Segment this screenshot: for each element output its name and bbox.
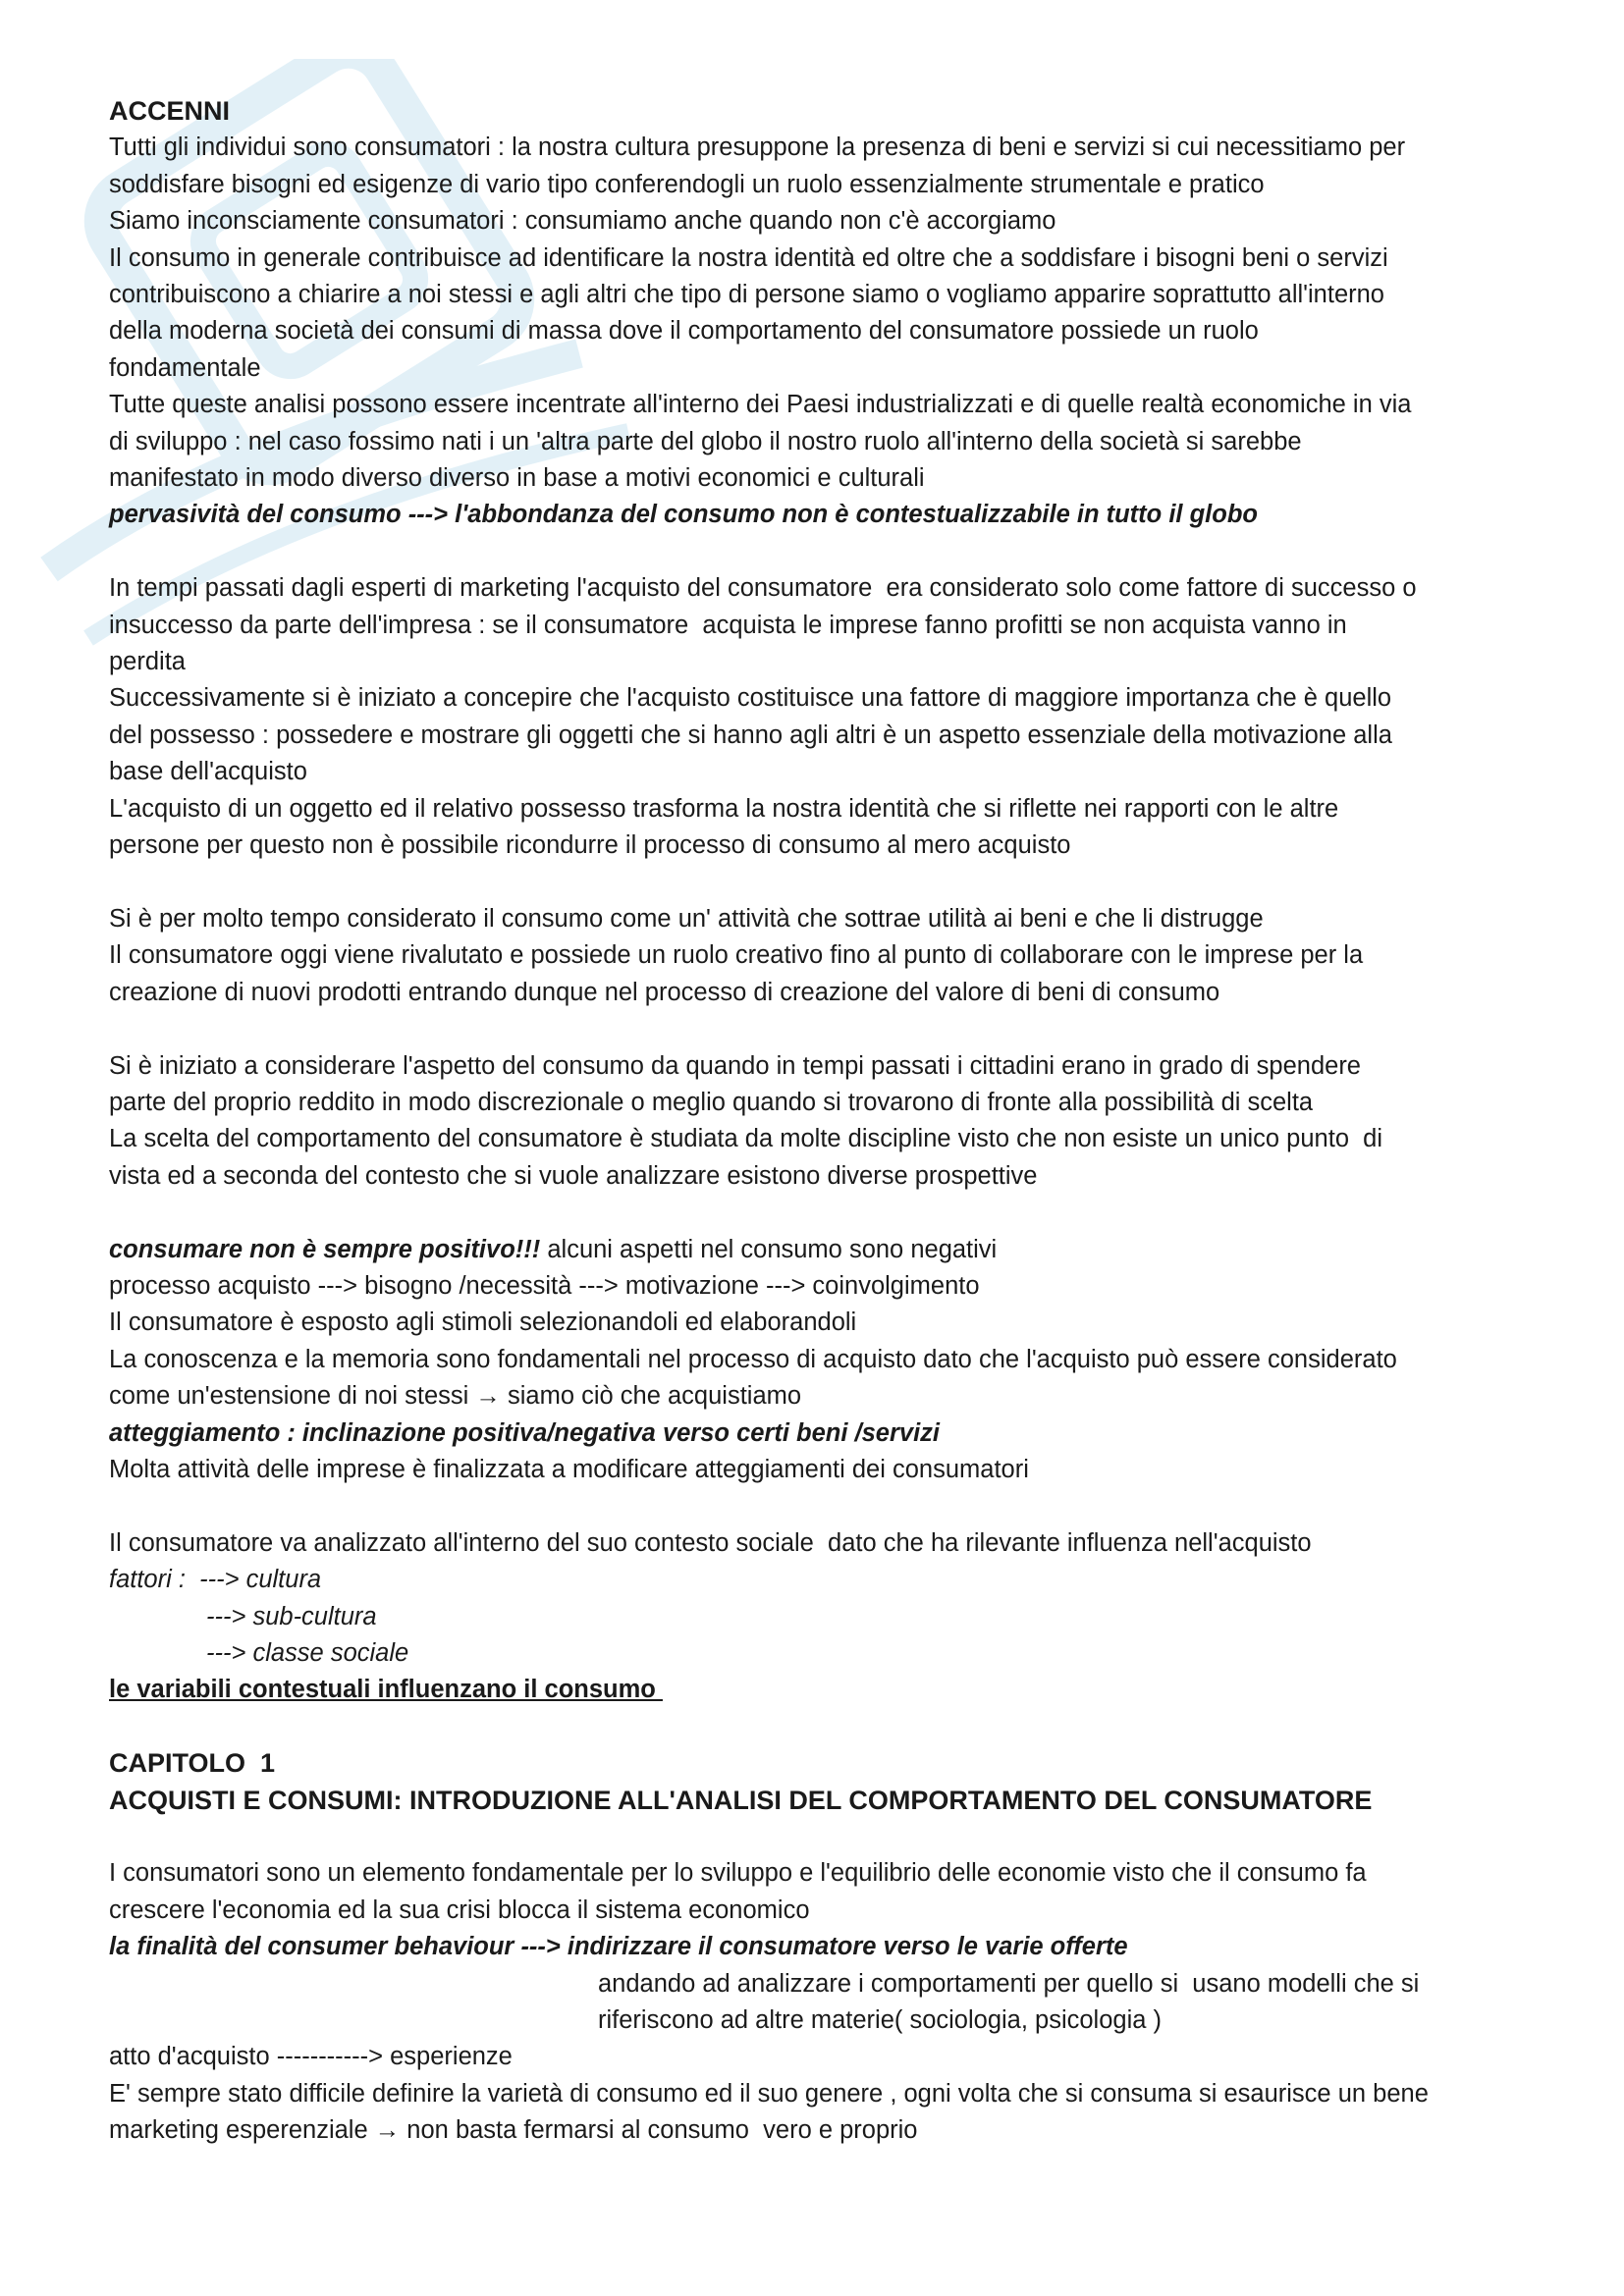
paragraph-line: come un'estensione di noi stessi → siamo ciò che acquistiamo [109, 1382, 802, 1411]
paragraph-spacer [109, 1709, 1562, 1745]
underlined-conclusion: le variabili contestuali influenzano il consumo [109, 1676, 663, 1704]
paragraph-line: In tempi passati dagli esperti di marketing l'acquisto del consumatore era considerato solo come fattore di successo o [109, 574, 1417, 603]
paragraph-line: del possesso : possedere e mostrare gli oggetti che si hanno agli altri è un aspetto essenziale della motivazione alla [109, 721, 1392, 749]
paragraph-line: L'acquisto di un oggetto ed il relativo possesso trasforma la nostra identità che si riflette nei rapporti con le altre [109, 794, 1339, 823]
paragraph-line: Il consumatore oggi viene rivalutato e possiede un ruolo creativo fino al punto di collaborare con le imprese per la [109, 941, 1364, 970]
paragraph-line: La scelta del comportamento del consumatore è studiata da molte discipline visto che non esiste un unico punto di [109, 1125, 1383, 1153]
section-heading-accenni: ACCENNI [109, 96, 231, 126]
document-page [109, 93, 1562, 2150]
paragraph-line: Tutte queste analisi possono essere incentrate all'interno dei Paesi industrializzati e di quelle realtà economiche in via [109, 391, 1412, 419]
paragraph-spacer [109, 865, 1562, 901]
paragraph-text: alcuni aspetti nel consumo sono negativi [540, 1235, 998, 1263]
paragraph-line: base dell'acquisto [109, 758, 307, 786]
paragraph-line: atto d'acquisto -----------> esperienze [109, 2043, 513, 2071]
paragraph-spacer [109, 534, 1562, 570]
emphasis-line-consumer-behaviour: la finalità del consumer behaviour ---> indirizzare il consumatore verso le varie offerte [109, 1933, 1128, 1961]
paragraph-line: Il consumatore è esposto agli stimoli selezionandoli ed elaborandoli [109, 1308, 857, 1337]
paragraph-line: E' sempre stato difficile definire la varietà di consumo ed il suo genere , ogni volta che si consuma si esaurisce un bene [109, 2079, 1429, 2108]
paragraph-spacer [109, 1011, 1562, 1047]
paragraph-line: creazione di nuovi prodotti entrando dunque nel processo di creazione del valore di beni di consumo [109, 978, 1220, 1006]
paragraph-line: soddisfare bisogni ed esigenze di vario tipo conferendogli un ruolo essenzialmente strumentale e pratico [109, 170, 1265, 198]
paragraph-spacer [109, 1195, 1562, 1231]
paragraph-line: insuccesso da parte dell'impresa : se il consumatore acquista le imprese fanno profitti se non acquista vanno in [109, 611, 1347, 639]
factor-cultura: ---> cultura [185, 1566, 322, 1594]
paragraph-spacer [109, 1488, 1562, 1524]
factors-label: fattori : [109, 1566, 186, 1594]
emphasis-consumare: consumare non è sempre positivo!!! [109, 1235, 541, 1263]
factor-classe-sociale: ---> classe sociale [206, 1638, 409, 1667]
paragraph-line-indented: riferiscono ad altre materie( sociologia, psicologia ) [598, 2006, 1163, 2035]
paragraph-line-consumare [109, 1232, 1562, 1268]
paragraph-line: processo acquisto ---> bisogno /necessità ---> motivazione ---> coinvolgimento [109, 1271, 980, 1300]
paragraph-line: Si è iniziato a considerare l'aspetto del consumo da quando in tempi passati i cittadini erano in grado di spendere [109, 1051, 1361, 1080]
paragraph-line: perdita [109, 648, 186, 676]
paragraph-spacer [109, 1819, 1562, 1855]
paragraph-line: della moderna società dei consumi di massa dove il comportamento del consumatore possiede un ruolo [109, 317, 1259, 346]
paragraph-line: La conoscenza e la memoria sono fondamentali nel processo di acquisto dato che l'acquisto può essere considerato [109, 1345, 1397, 1373]
factor-sub-cultura: ---> sub-cultura [206, 1602, 377, 1630]
paragraph-line: Il consumatore va analizzato all'interno del suo contesto sociale dato che ha rilevante influenza nell'acquisto [109, 1528, 1312, 1557]
paragraph-line: crescere l'economia ed la sua crisi blocca il sistema economico [109, 1896, 810, 1924]
paragraph-line: Il consumo in generale contribuisce ad identificare la nostra identità ed oltre che a soddisfare i bisogni beni o servizi [109, 243, 1388, 272]
paragraph-line: vista ed a seconda del contesto che si vuole analizzare esistono diverse prospettive [109, 1161, 1038, 1190]
paragraph-line: Siamo inconsciamente consumatori : consumiamo anche quando non c'è accorgiamo [109, 207, 1056, 236]
chapter-label: CAPITOLO 1 [109, 1748, 276, 1779]
paragraph-line: Si è per molto tempo considerato il consumo come un' attività che sottrae utilità ai beni e che li distrugge [109, 904, 1264, 933]
paragraph-line: di sviluppo : nel caso fossimo nati i un 'altra parte del globo il nostro ruolo all'interno della società si sarebbe [109, 427, 1302, 455]
paragraph-line: manifestato in modo diverso diverso in base a motivi economici e culturali [109, 464, 925, 493]
factors-line [109, 1562, 1562, 1598]
emphasis-line-pervasivita: pervasività del consumo ---> l'abbondanza del consumo non è contestualizzabile in tutto il globo [109, 501, 1258, 529]
paragraph-line: contribuiscono a chiarire a noi stessi e agli altri che tipo di persone siamo o vogliamo apparire soprattutto all'interno [109, 281, 1384, 309]
paragraph-line: persone per questo non è possibile ricondurre il processo di consumo al mero acquisto [109, 831, 1071, 860]
paragraph-line: Tutti gli individui sono consumatori : la nostra cultura presuppone la presenza di beni e servizi si cui necessitiamo per [109, 133, 1406, 162]
paragraph-line: parte del proprio reddito in modo discrezionale o meglio quando si trovarono di fronte alla possibilità di scelta [109, 1088, 1314, 1116]
paragraph-line: marketing esperenziale → non basta fermarsi al consumo vero e proprio [109, 2116, 918, 2145]
chapter-title: ACQUISTI E CONSUMI: INTRODUZIONE ALL'ANALISI DEL COMPORTAMENTO DEL CONSUMATORE [109, 1785, 1373, 1815]
paragraph-line-indented: andando ad analizzare i comportamenti per quello si usano modelli che si [598, 1969, 1420, 1998]
emphasis-line-atteggiamento: atteggiamento : inclinazione positiva/negativa verso certi beni /servizi [109, 1418, 940, 1447]
paragraph-line: fondamentale [109, 353, 261, 382]
paragraph-line: Molta attività delle imprese è finalizzata a modificare atteggiamenti dei consumatori [109, 1455, 1029, 1483]
paragraph-line: I consumatori sono un elemento fondamentale per lo sviluppo e l'equilibrio delle economie visto che il consumo fa [109, 1859, 1367, 1888]
paragraph-line: Successivamente si è iniziato a concepire che l'acquisto costituisce una fattore di maggiore importanza che è quello [109, 684, 1392, 713]
